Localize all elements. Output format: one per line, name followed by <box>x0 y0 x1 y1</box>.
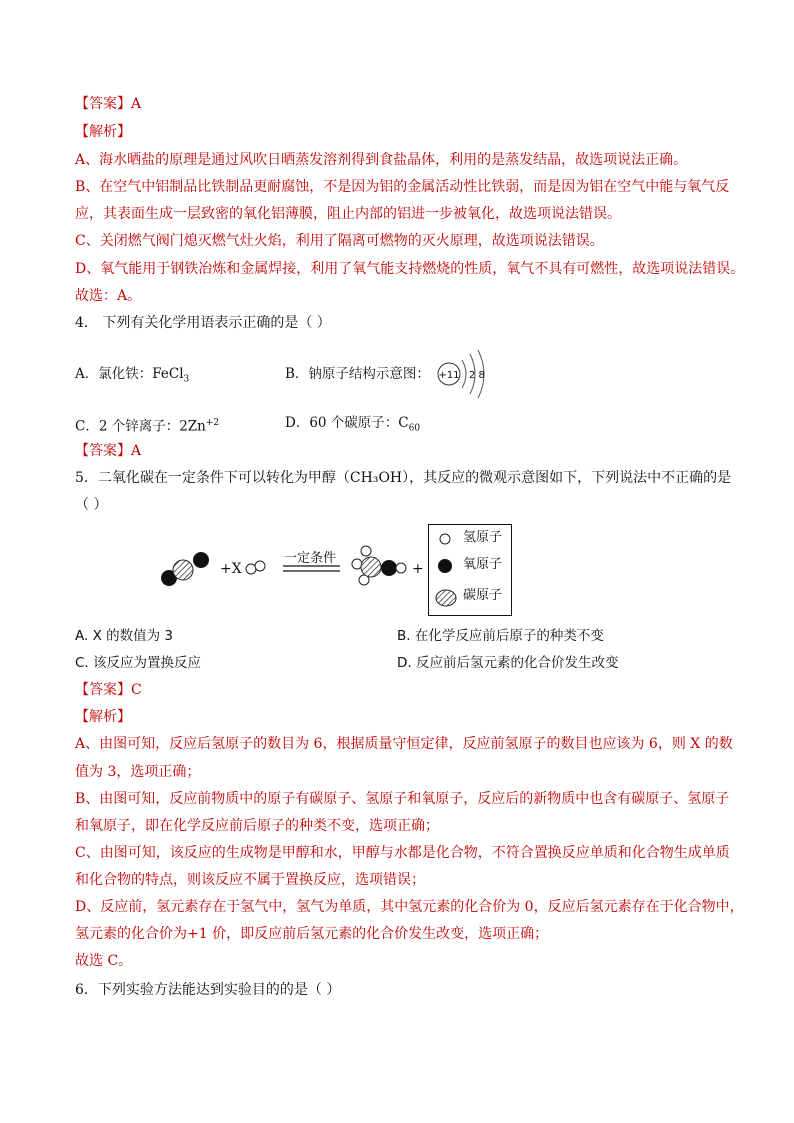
carbon-atom <box>361 557 381 577</box>
q3-analysis-line: B、在空气中铝制品比铁制品更耐腐蚀，不是因为铝的金属活动性比铁弱，而是因为铝在空气中能与氧气反 <box>75 179 730 195</box>
nucleus-charge: +11 <box>438 370 460 381</box>
methanol-molecule <box>352 546 406 585</box>
hydrogen-atom <box>396 563 406 573</box>
q4-answer: 【答案】A <box>75 443 142 459</box>
atom-legend: 氢原子 氧原子 碳原子 <box>428 524 512 616</box>
q6-stem: 6．下列实验方法能达到实验目的的是（ ） <box>75 982 341 998</box>
q4-stem: 4． 下列有关化学用语表示正确的是（ ） <box>75 315 331 331</box>
q5-analysis-line: A、由图可知，反应后氢原子的数目为 6，根据质量守恒定律，反应前氢原子的数目也应该为 6，则 X 的数 <box>75 736 733 752</box>
q5-analysis-line: B、由图可知，反应前物质中的原子有碳原子、氢原子和氧原子，反应后的新物质中也含有碳原子、氢原子 <box>75 791 730 807</box>
hydrogen-atom <box>255 561 265 571</box>
plus-x-label: +X <box>220 561 242 577</box>
q5-answer: 【答案】C <box>75 682 142 698</box>
q5-option-b: B. 在化学反应前后原子的种类不变 <box>397 628 604 644</box>
electron-shell-arc <box>462 360 466 388</box>
q5-analysis-line: D、反应前，氢元素存在于氢气中，氢气为单质，其中氢元素的化合价为 0，反应后氢元素存在于化合物中， <box>75 899 744 915</box>
co2-molecule <box>161 552 209 586</box>
q5-analysis-line: 值为 3，选项正确； <box>75 764 201 780</box>
q3-analysis-line: C、关闭燃气阀门熄灭燃气灶火焰，利用了隔离可燃物的灭火原理，故选项说法错误。 <box>75 233 604 249</box>
hydrogen-atom <box>361 546 371 556</box>
q3-analysis-line: 故选：A。 <box>75 288 142 304</box>
q3-answer: 【答案】A <box>75 96 142 112</box>
q5-analysis-line: 氢元素的化合价为+1 价，即反应前后氢元素的化合价发生改变，选项正确； <box>75 926 549 942</box>
q5-analysis-line: 和氧原子，即在化学反应前后原子的种类不变，选项正确； <box>75 818 439 834</box>
q4-option-b: B．钠原子结构示意图： <box>285 366 430 382</box>
hydrogen-atom-icon <box>437 531 455 549</box>
q4-option-d: D．60 个碳原子：$C_{60}$ <box>285 415 421 434</box>
electron-counts: 2 8 <box>469 370 485 381</box>
reaction-condition: 一定条件 <box>283 551 337 566</box>
carbon-atom <box>173 560 193 580</box>
carbon-atom-icon <box>435 589 457 609</box>
q3-analysis-line: D、氧气能用于钢铁冶炼和金属焊接，利用了氧气能支持燃烧的性质，氧气不具有可燃性，故选项说法错误。 <box>75 261 745 277</box>
q5-analysis-line: 故选 C。 <box>75 953 133 969</box>
q5-option-c: C. 该反应为置换反应 <box>75 655 202 671</box>
oxygen-atom <box>193 552 209 568</box>
oxygen-atom <box>381 560 397 576</box>
q4-option-a: A．氯化铁：FeCl$_3$ <box>75 366 190 385</box>
plus-sign: + <box>412 561 424 577</box>
q5-analysis-heading: 【解析】 <box>75 709 131 725</box>
q3-analysis-line: 应，其表面生成一层致密的氧化铝薄膜，阻止内部的铝进一步被氧化，故选项说法错误。 <box>75 206 621 222</box>
h2-molecule <box>246 561 265 574</box>
q5-option-a: A. X 的数值为 3 <box>75 628 174 644</box>
hydrogen-atom <box>352 559 362 569</box>
sodium-atom-structure-diagram <box>432 348 492 400</box>
oxygen-atom-icon <box>437 558 455 576</box>
q5-stem-line2: （ ） <box>75 497 108 513</box>
q4-option-c: C．2 个锌离子：$2Zn^{+2}$ <box>75 418 220 435</box>
q3-analysis-heading: 【解析】 <box>75 124 131 140</box>
hydrogen-atom <box>246 564 256 574</box>
q3-analysis-line: A、海水晒盐的原理是通过风吹日晒蒸发溶剂得到食盐晶体，利用的是蒸发结晶，故选项说法正确。 <box>75 152 688 168</box>
q5-option-d: D. 反应前后氢元素的化合价发生改变 <box>397 655 619 671</box>
q5-stem-line1: 5．二氧化碳在一定条件下可以转化为甲醇（CH₃OH），其反应的微观示意图如下，下列说法中不正确的是 <box>75 470 732 486</box>
q5-analysis-line: 和化合物的特点，则该反应不属于置换反应，选项错误； <box>75 872 425 888</box>
q5-analysis-line: C、由图可知，该反应的生成物是甲醇和水，甲醇与水都是化合物，不符合置换反应单质和化合物生成单质 <box>75 845 730 861</box>
